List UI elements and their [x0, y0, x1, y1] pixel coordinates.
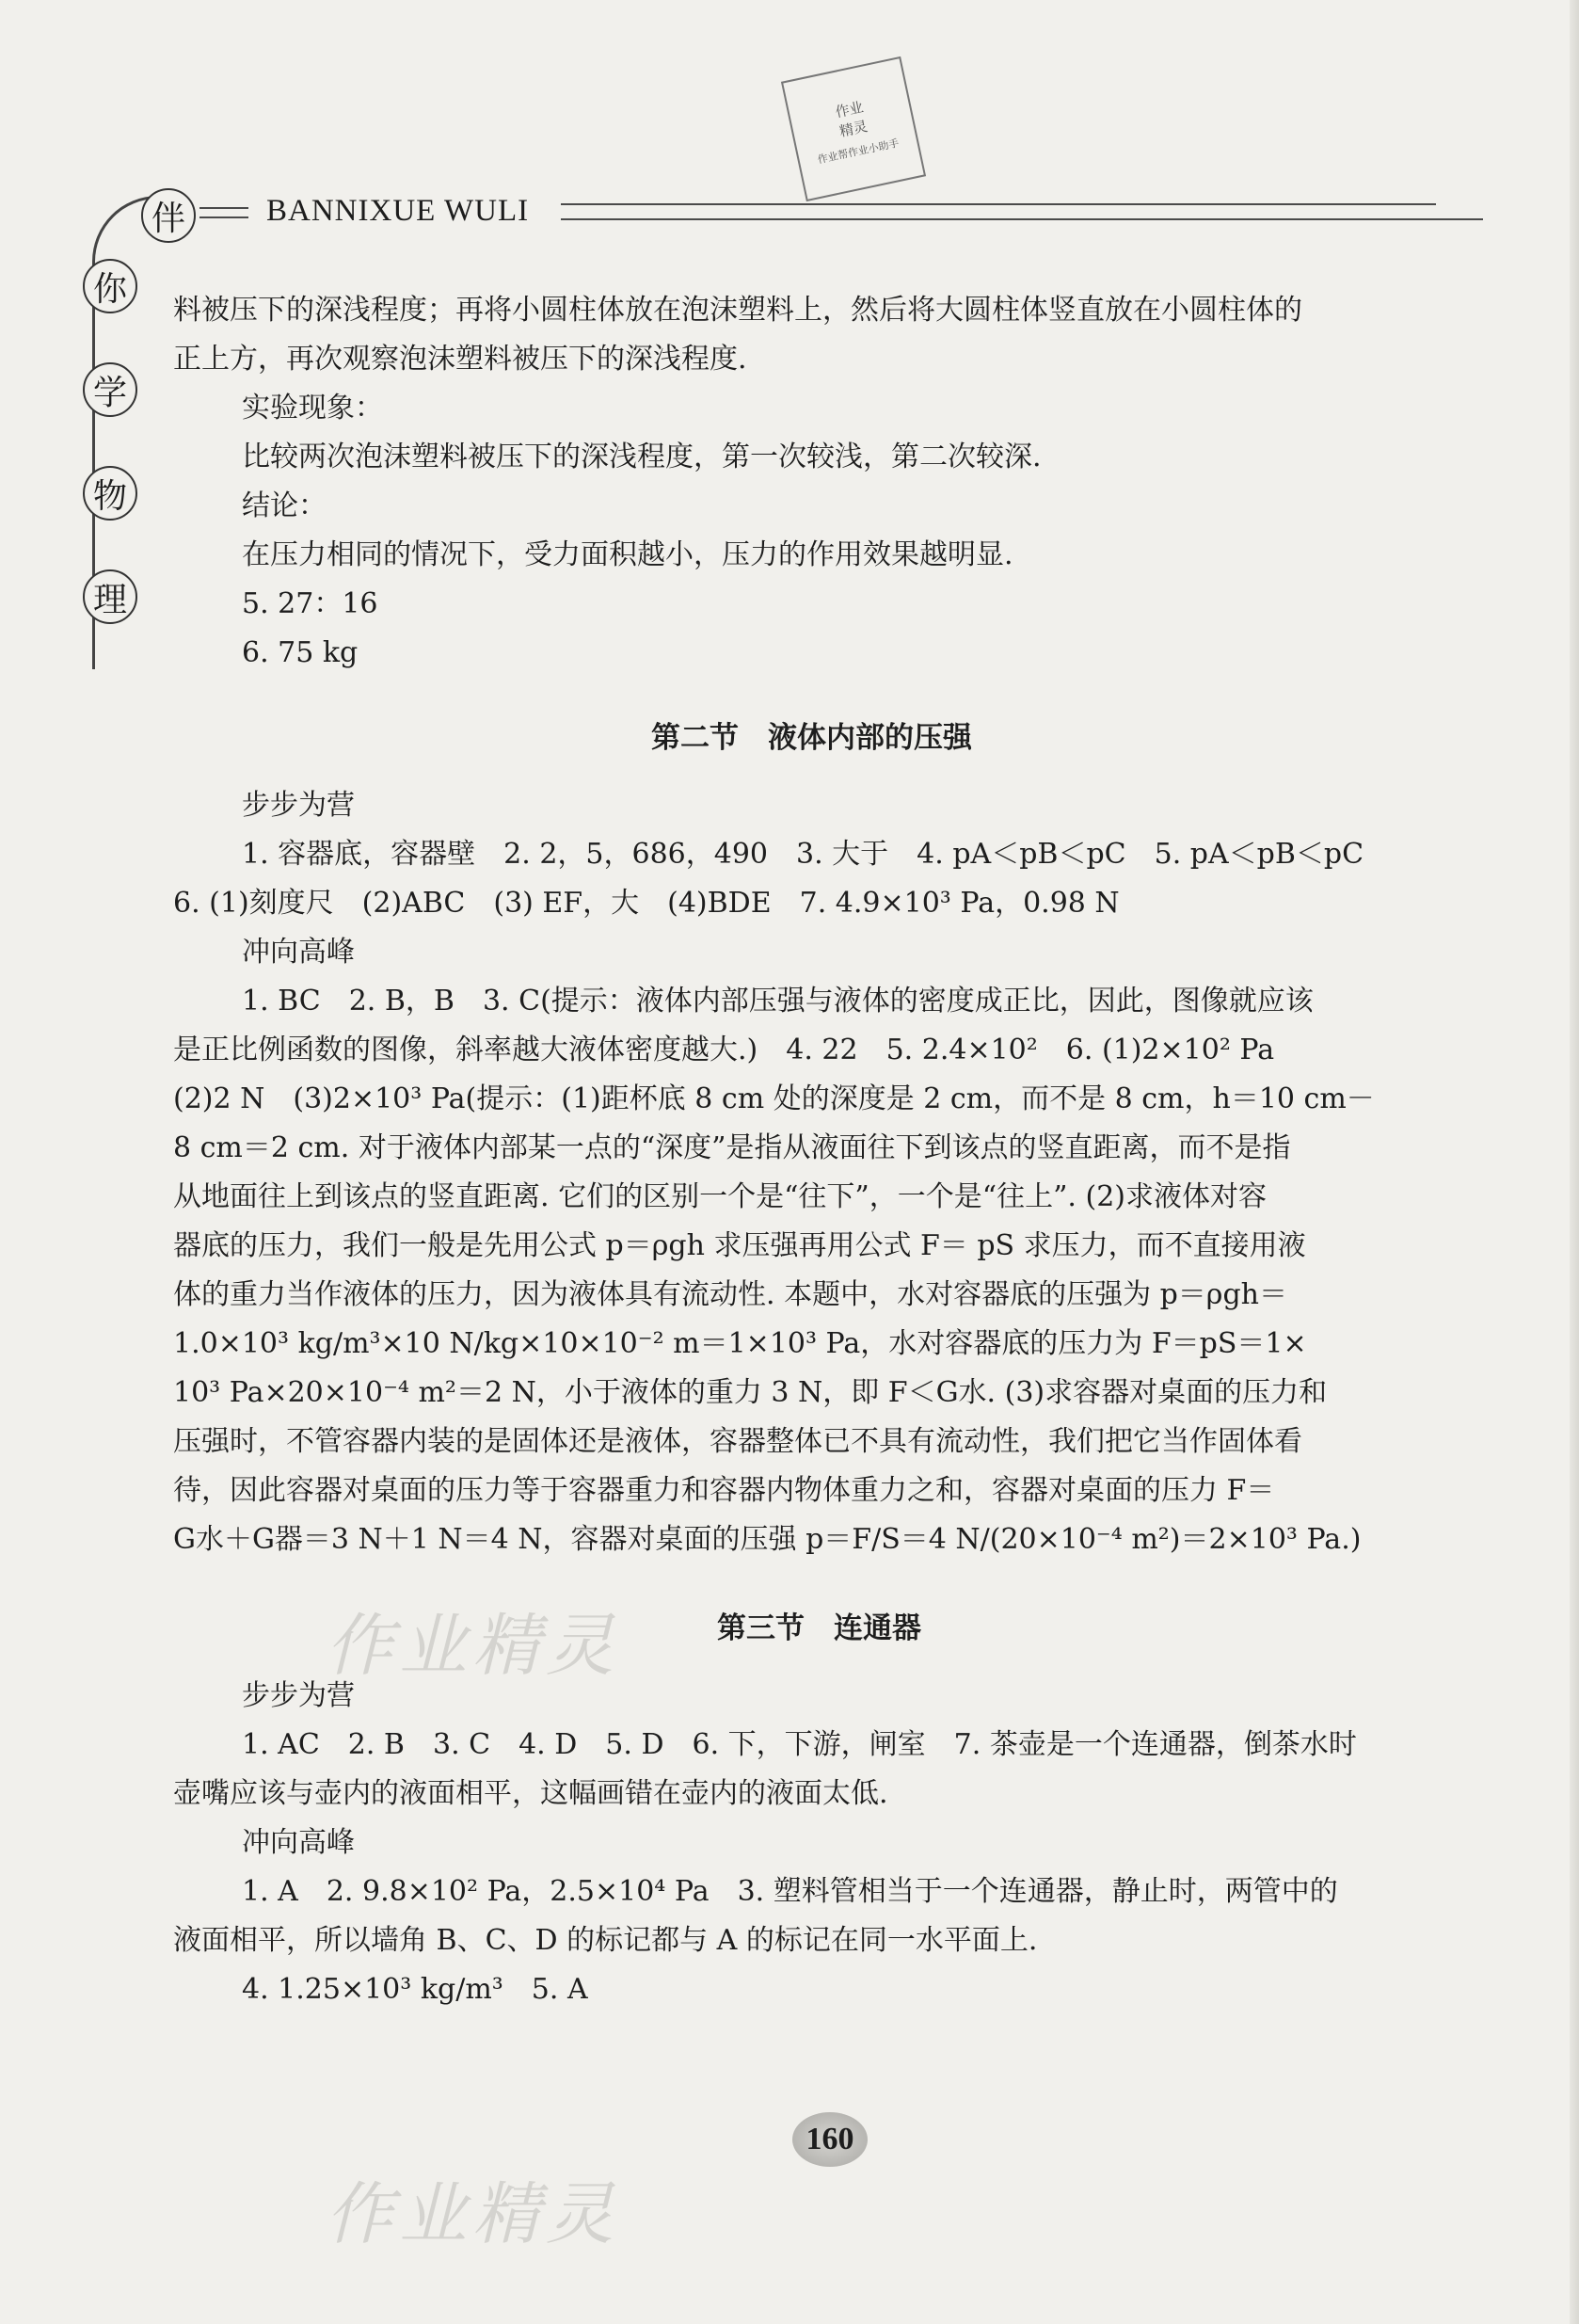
- text-line: 冲向高峰: [242, 936, 355, 969]
- text-line: 料被压下的深浅程度；再将小圆柱体放在泡沫塑料上，然后将大圆柱体竖直放在小圆柱体的: [173, 294, 1302, 327]
- text-line: 压强时，不管容器内装的是固体还是液体，容器整体已不具有流动性，我们把它当作固体看: [173, 1425, 1302, 1458]
- text-line: 冲向高峰: [242, 1826, 355, 1859]
- text-line: 实验现象：: [242, 392, 383, 425]
- text-line: 1. A 2. 9.8×10² Pa，2.5×10⁴ Pa 3. 塑料管相当于一个连通器，静止时，两管中的: [242, 1875, 1338, 1908]
- text-line: 1. BC 2. B，B 3. C(提示：液体内部压强与液体的密度成正比，因此，图像就应该: [242, 985, 1314, 1018]
- text-line: 1. 容器底，容器壁 2. 2，5，686，490 3. 大于 4. pA＜pB＜pC 5. pA＜pB＜pC: [242, 838, 1364, 871]
- text-line: 1.0×10³ kg/m³×10 N/kg×10×10⁻² m＝1×10³ Pa，水对容器底的压力为 F＝pS＝1×: [173, 1327, 1307, 1360]
- side-char: 物: [83, 466, 137, 521]
- text-line: 待，因此容器对桌面的压力等于容器重力和容器内物体重力之和，容器对桌面的压力 F＝: [173, 1474, 1275, 1507]
- text-line: 6. 75 kg: [242, 636, 359, 669]
- stamp-line: 精灵: [837, 118, 869, 140]
- text-line: 是正比例函数的图像，斜率越大液体密度越大.) 4. 22 5. 2.4×10² 6. (1)2×10² Pa: [173, 1034, 1275, 1066]
- watermark: 作业精灵: [326, 1606, 620, 1685]
- text-line: (2)2 N (3)2×10³ Pa(提示：(1)距杯底 8 cm 处的深度是 2 cm，而不是 8 cm，h＝10 cm－: [173, 1082, 1375, 1115]
- text-line: 器底的压力，我们一般是先用公式 p＝ρgh 求压强再用公式 F＝ pS 求压力，而不直接用液: [173, 1229, 1306, 1262]
- watermark: 作业精灵: [326, 2174, 620, 2253]
- text-line: 从地面往上到该点的竖直距离. 它们的区别一个是“往下”，一个是“往上”. (2)求液体对容: [173, 1180, 1267, 1213]
- text-line: 结论：: [242, 489, 327, 522]
- stamp-logo: [781, 56, 926, 201]
- page-edge: [1570, 0, 1579, 2324]
- section-title: 第二节 液体内部的压强: [651, 721, 972, 755]
- header-rule-right: [561, 218, 1483, 220]
- text-line: G水＋G器＝3 N＋1 N＝4 N，容器对桌面的压强 p＝F/S＝4 N/(20×10⁻⁴ m²)＝2×10³ Pa.): [173, 1523, 1362, 1556]
- side-char: 学: [83, 362, 137, 417]
- stamp-small-text: 作业帮作业小助手: [816, 136, 901, 167]
- text-line: 正上方，再次观察泡沫塑料被压下的深浅程度.: [173, 343, 747, 376]
- header-rule-left: [199, 207, 248, 209]
- text-line: 5. 27：16: [242, 587, 378, 620]
- side-char: 理: [83, 569, 137, 624]
- text-line: 10³ Pa×20×10⁻⁴ m²＝2 N，小于液体的重力 3 N，即 F＜G水. (3)求容器对桌面的压力和: [173, 1376, 1328, 1409]
- section-title: 第三节 连通器: [717, 1611, 921, 1645]
- header-rule-right: [561, 203, 1436, 205]
- text-line: 8 cm＝2 cm. 对于液体内部某一点的“深度”是指从液面往下到该点的竖直距离，而不是指: [173, 1131, 1291, 1164]
- stamp-line: 作业: [834, 98, 866, 121]
- side-char: 伴: [141, 188, 196, 243]
- text-line: 4. 1.25×10³ kg/m³ 5. A: [242, 1973, 588, 2006]
- text-line: 1. AC 2. B 3. C 4. D 5. D 6. 下，下游，闸室 7. 茶壶是一个连通器，倒茶水时: [242, 1728, 1357, 1761]
- header-rule-left: [199, 216, 248, 218]
- series-title: BANNIXUE WULI: [266, 194, 530, 228]
- text-line: 比较两次泡沫塑料被压下的深浅程度，第一次较浅，第二次较深.: [242, 441, 1042, 473]
- text-line: 体的重力当作液体的压力，因为液体具有流动性. 本题中，水对容器底的压强为 p＝ρgh＝: [173, 1278, 1287, 1311]
- page-number: 160: [792, 2112, 868, 2167]
- text-line: 步步为营: [242, 1679, 355, 1712]
- text-line: 壶嘴应该与壶内的液面相平，这幅画错在壶内的液面太低.: [173, 1777, 888, 1810]
- text-line: 步步为营: [242, 789, 355, 822]
- text-line: 液面相平，所以墙角 B、C、D 的标记都与 A 的标记在同一水平面上.: [173, 1924, 1038, 1957]
- text-line: 6. (1)刻度尺 (2)ABC (3) EF，大 (4)BDE 7. 4.9×10³ Pa，0.98 N: [173, 887, 1120, 920]
- side-char: 你: [83, 259, 137, 313]
- text-line: 在压力相同的情况下，受力面积越小，压力的作用效果越明显.: [242, 538, 1013, 571]
